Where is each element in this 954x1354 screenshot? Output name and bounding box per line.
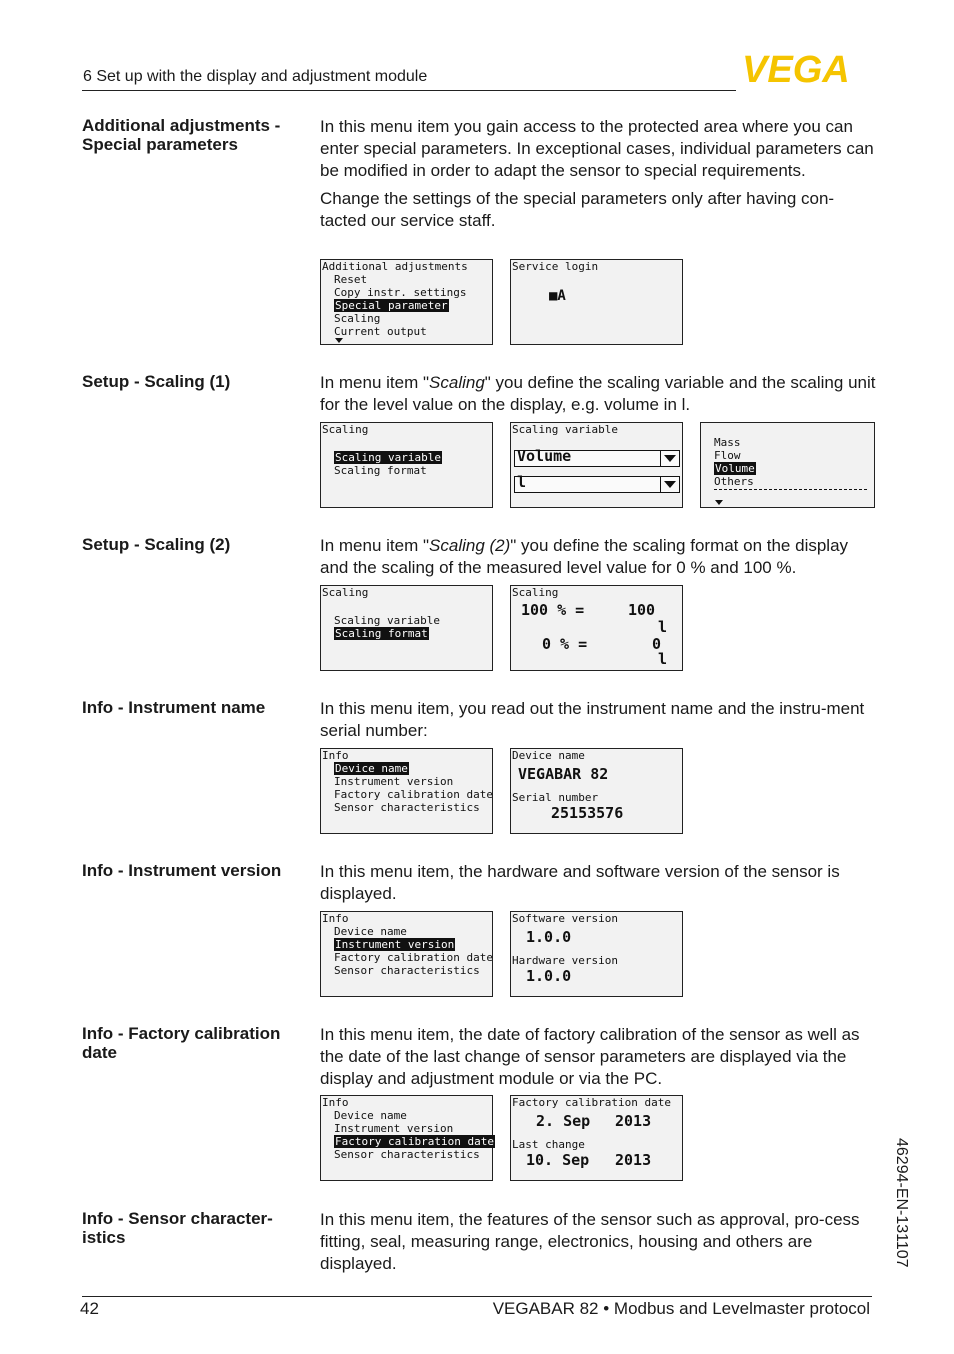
section-title: Info - Factory calibration date xyxy=(82,1024,281,1062)
document-code: 46294-EN-131107 xyxy=(893,1138,910,1268)
scale-0-unit: l xyxy=(658,650,668,668)
paragraph: In this menu item, the date of factory calibration of the sensor as well as the date of the last change of sensor parameters are displayed via the display and adjustment module or via the PC. xyxy=(320,1025,860,1088)
section-title: Additional adjustments - Special parameters xyxy=(82,116,281,154)
scroll-down-icon xyxy=(335,338,343,343)
page-number: 42 xyxy=(80,1299,99,1318)
menu-item: Scaling variable xyxy=(334,614,440,627)
scale-100-label: 100 % = xyxy=(521,601,585,619)
list-item-selected: Volume xyxy=(715,462,755,475)
chevron-down-icon xyxy=(660,451,679,466)
menu-item: Sensor characteristics xyxy=(334,801,480,814)
list-item: Others xyxy=(714,475,754,488)
scale-100-unit: l xyxy=(658,618,668,636)
section-body xyxy=(320,698,880,748)
paragraph: In menu item "Scaling (2)" you define the scaling format on the display and the scaling of the measured level value for 0 % and 100 %. xyxy=(320,536,849,577)
screen-device-name xyxy=(510,748,683,834)
menu-item: Device name xyxy=(334,925,407,938)
login-cursor-icon: ■A xyxy=(549,288,566,304)
screen-title: Device name xyxy=(512,749,585,762)
menu-item: Sensor characteristics xyxy=(334,964,480,977)
menu-item: Current output xyxy=(334,325,427,338)
screen-title: Service login xyxy=(512,260,599,273)
serial-value: 25153576 xyxy=(551,804,624,822)
screen-scaling-format xyxy=(510,585,683,671)
scale-0-value: 0 xyxy=(652,635,662,653)
section-title: Info - Instrument name xyxy=(82,698,266,717)
list-item: Mass xyxy=(714,436,741,449)
software-version-label: Software version xyxy=(512,912,618,925)
product-name: VEGABAR 82 • Modbus and Levelmaster protocol xyxy=(492,1299,870,1318)
divider xyxy=(714,489,867,490)
scale-100-value: 100 xyxy=(628,601,656,619)
menu-item-selected: Device name xyxy=(335,762,408,775)
screen-title: Scaling xyxy=(512,586,559,599)
menu-item-selected: Factory calibration date xyxy=(335,1135,494,1148)
section-body xyxy=(320,535,880,585)
paragraph: In this menu item, you read out the instrument name and the instru-ment serial number: xyxy=(320,699,865,740)
screen-calibration-date xyxy=(510,1095,683,1181)
section-title: Info - Sensor character-istics xyxy=(82,1209,273,1247)
vega-logo xyxy=(742,52,872,84)
calibration-year: 2013 xyxy=(615,1112,652,1130)
scale-0-label: 0 % = xyxy=(542,635,588,653)
menu-item: Instrument version xyxy=(334,1122,454,1135)
screen-title: Info xyxy=(322,912,349,925)
screen-info-menu-version xyxy=(320,911,493,997)
dropdown-value: Volume xyxy=(517,447,572,465)
section-title: Setup - Scaling (1) xyxy=(82,372,231,391)
screen-scaling-variable xyxy=(510,422,683,508)
unit-dropdown xyxy=(514,473,680,493)
screen-title: Info xyxy=(322,1096,349,1109)
screen-title: Scaling xyxy=(322,586,369,599)
last-change-year: 2013 xyxy=(615,1151,652,1169)
header-rule xyxy=(82,90,736,91)
menu-item-selected: Special parameter xyxy=(335,299,448,312)
footer-rule xyxy=(82,1296,872,1297)
screen-scaling-menu xyxy=(320,422,493,508)
last-change-label: Last change xyxy=(512,1138,585,1151)
calibration-day: 2. Sep xyxy=(536,1112,591,1130)
menu-item-selected: Instrument version xyxy=(335,938,455,951)
list-item: Flow xyxy=(714,449,741,462)
menu-item-selected: Scaling format xyxy=(335,627,428,640)
svg-text:VEGA: VEGA xyxy=(742,52,850,84)
screen-title: Scaling variable xyxy=(512,423,618,436)
menu-item: Sensor characteristics xyxy=(334,1148,480,1161)
screen-versions xyxy=(510,911,683,997)
serial-label: Serial number xyxy=(512,791,599,804)
menu-item: Scaling format xyxy=(334,464,427,477)
paragraph: Change the settings of the special parameters only after having con-tacted our service staff. xyxy=(320,189,835,230)
last-change-day: 10. Sep xyxy=(526,1151,590,1169)
menu-item: Scaling xyxy=(334,312,381,325)
screen-title: Factory calibration date xyxy=(512,1096,671,1109)
section-title: Info - Instrument version xyxy=(82,861,282,880)
chapter-title: 6 Set up with the display and adjustment module xyxy=(83,68,428,85)
section-body xyxy=(320,116,880,238)
paragraph: In this menu item you gain access to the protected area where you can enter special parameters. In exceptional cases, individual parameters can be modified in order to adapt the sensor to special requirements. xyxy=(320,117,874,180)
paragraph: In this menu item, the features of the sensor such as approval, pro-cess fitting, seal, measuring range, electronics, housing and others are displayed. xyxy=(320,1210,860,1273)
screen-info-menu-name xyxy=(320,748,493,834)
screen-info-menu-calibration xyxy=(320,1095,493,1181)
menu-item: Factory calibration date xyxy=(334,951,493,964)
dropdown-value: l xyxy=(517,473,527,491)
section-body xyxy=(320,1024,880,1096)
device-name-value: VEGABAR 82 xyxy=(518,765,609,783)
section-title: Setup - Scaling (2) xyxy=(82,535,231,554)
hardware-version-label: Hardware version xyxy=(512,954,618,967)
screen-scaling-menu-2 xyxy=(320,585,493,671)
section-body xyxy=(320,861,880,911)
screen-variable-list xyxy=(700,422,875,508)
menu-item: Copy instr. settings xyxy=(334,286,467,299)
menu-item: Device name xyxy=(334,1109,407,1122)
screen-additional-adjustments xyxy=(320,259,493,345)
variable-dropdown xyxy=(514,447,680,467)
menu-item: Reset xyxy=(334,273,368,286)
menu-item: Factory calibration date xyxy=(334,788,493,801)
paragraph: In menu item "Scaling" you define the scaling variable and the scaling unit for the level value on the display, e.g. volume in l. xyxy=(320,373,876,414)
chevron-down-icon xyxy=(660,477,679,492)
scroll-down-icon xyxy=(715,500,723,505)
software-version-value: 1.0.0 xyxy=(526,928,572,946)
screen-title: Scaling xyxy=(322,423,369,436)
paragraph: In this menu item, the hardware and software version of the sensor is displayed. xyxy=(320,862,840,903)
section-body xyxy=(320,1209,880,1281)
screen-service-login xyxy=(510,259,683,345)
screen-title: Info xyxy=(322,749,349,762)
menu-item: Instrument version xyxy=(334,775,454,788)
hardware-version-value: 1.0.0 xyxy=(526,967,572,985)
section-body xyxy=(320,372,880,422)
screen-title: Additional adjustments xyxy=(322,260,468,273)
menu-item-selected: Scaling variable xyxy=(335,451,441,464)
